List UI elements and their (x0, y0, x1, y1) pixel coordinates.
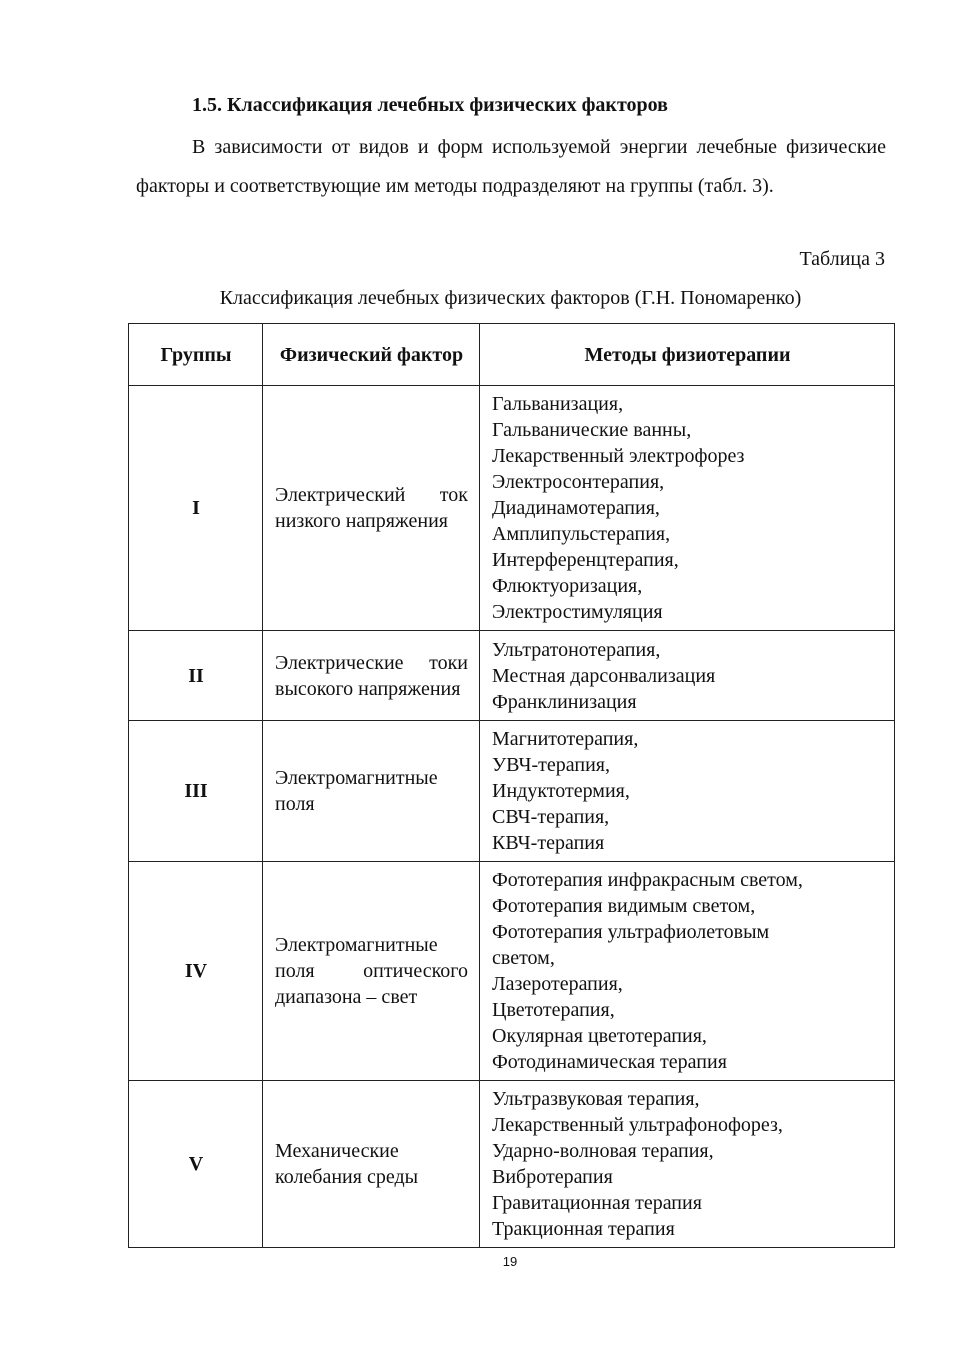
classification-table (128, 323, 895, 1248)
method-item: Индуктотермия, (492, 780, 630, 802)
method-item: УВЧ-терапия, (492, 754, 610, 776)
method-item: Вибротерапия (492, 1166, 613, 1188)
method-item: Лекарственный ультрафонофорез, (492, 1114, 783, 1136)
methods-cell (480, 1081, 895, 1248)
methods-cell (480, 862, 895, 1081)
factor-cell: Механические колебания среды (263, 1081, 480, 1248)
methods-cell (480, 631, 895, 721)
method-item: Лекарственный электрофорез (492, 445, 745, 467)
methods-cell (480, 721, 895, 862)
method-item: СВЧ-терапия, (492, 806, 610, 828)
factor-cell: Электрический ток низкого напряжения (263, 386, 480, 631)
method-item: Электросонтерапия, (492, 471, 665, 493)
method-item: КВЧ-терапия (492, 832, 605, 854)
method-item: Франклинизация (492, 690, 637, 713)
method-item: Интерференцтерапия, (492, 549, 679, 571)
table-row (129, 862, 895, 1081)
table-header-row (129, 324, 895, 386)
method-item: Фототерапия ультрафиолетовым (492, 921, 770, 943)
table-caption: Классификация лечебных физических факторов (Г.Н. Пономаренко) (219, 287, 802, 309)
method-item: Лазеротерапия, (492, 973, 623, 995)
table-row (129, 386, 895, 631)
method-item: Амплипульстерапия, (492, 523, 671, 545)
method-item: Окулярная цветотерапия, (492, 1025, 707, 1047)
header-methods: Методы физиотерапии (480, 324, 895, 386)
method-item: Фототерапия видимым светом, (492, 895, 756, 917)
group-cell: I (129, 386, 263, 631)
factor-cell: Электромагнитные поля (263, 721, 480, 862)
table-body (129, 386, 895, 1248)
header-groups: Группы (129, 324, 263, 386)
method-item: Местная дарсонвализация (492, 664, 716, 687)
method-item: Ударно-волновая терапия, (492, 1140, 714, 1162)
method-item: Магнитотерапия, (492, 728, 639, 750)
method-item: Гальванизация, (492, 393, 624, 415)
methods-cell (480, 386, 895, 631)
group-cell: V (129, 1081, 263, 1248)
method-item: Гальванические ванны, (492, 419, 692, 441)
table-row (129, 721, 895, 862)
method-item: светом, (492, 947, 555, 969)
method-item: Диадинамотерапия, (492, 497, 660, 519)
method-item: Электростимуляция (492, 601, 663, 623)
section-heading: 1.5. Классификация лечебных физических факторов (192, 94, 668, 116)
method-item: Ультратонотерапия, (492, 638, 661, 661)
table-row (129, 631, 895, 721)
header-physical-factor: Физический фактор (263, 324, 480, 386)
group-cell: III (129, 721, 263, 862)
method-item: Тракционная терапия (492, 1218, 675, 1240)
method-item: Цветотерапия, (492, 999, 615, 1021)
table-number: Таблица 3 (799, 248, 885, 270)
group-cell: II (129, 631, 263, 721)
method-item: Ультразвуковая терапия, (492, 1088, 700, 1110)
table-row (129, 1081, 895, 1248)
factor-cell: Электрические токи высокого напряжения (263, 631, 480, 721)
factor-cell: Электромагнитные поля оптического диапазона – свет (263, 862, 480, 1081)
method-item: Фототерапия инфракрасным светом, (492, 869, 803, 891)
intro-paragraph: В зависимости от видов и форм используемой энергии лечебные физические факторы и соответствующие им методы подразделяют на группы (табл. 3). (136, 136, 886, 197)
method-item: Фотодинамическая терапия (492, 1051, 727, 1073)
method-item: Гравитационная терапия (492, 1192, 702, 1214)
method-item: Флюктуоризация, (492, 575, 643, 597)
group-cell: IV (129, 862, 263, 1081)
page-number: 19 (502, 1254, 518, 1269)
